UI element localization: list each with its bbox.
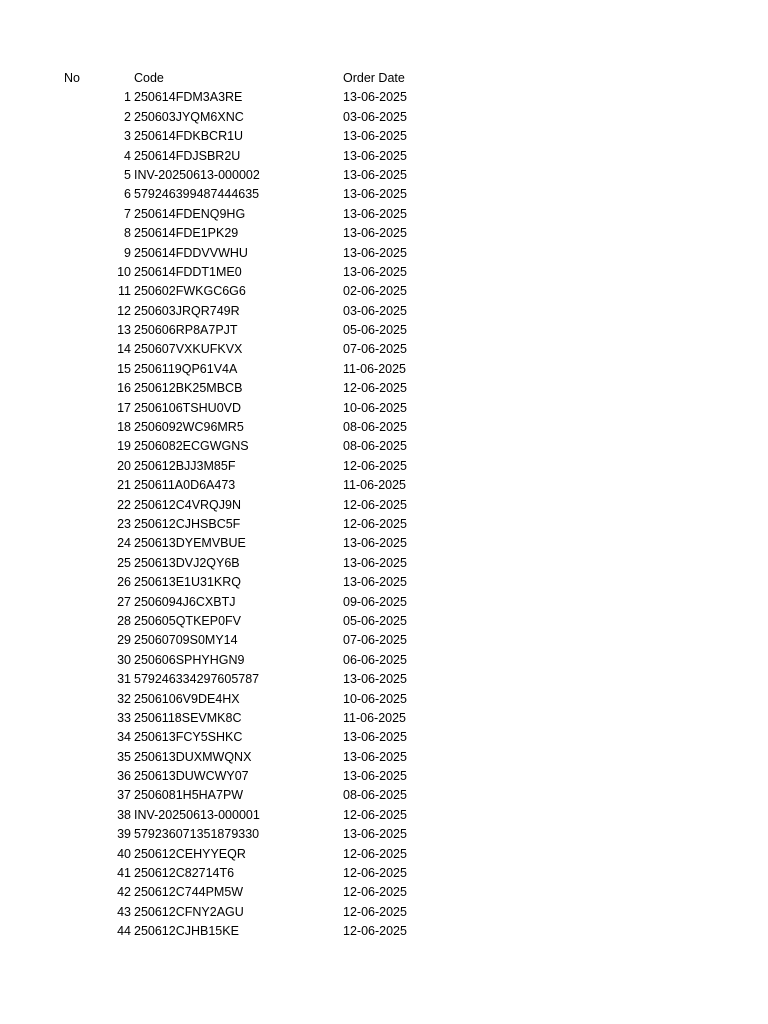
table-row (0, 302, 768, 321)
table-row (0, 224, 768, 243)
row-code: 2506081H5HA7PW (134, 788, 244, 803)
row-code: 2506106TSHU0VD (134, 400, 242, 415)
row-number: 19 (117, 439, 131, 454)
row-order-date: 03-06-2025 (343, 109, 407, 124)
row-code: 25060709S0MY14 (134, 633, 238, 648)
row-code: 250613DUWCWY07 (134, 769, 249, 784)
row-code: 250605QTKEP0FV (134, 613, 242, 628)
row-code: 2506118SEVMK8C (134, 710, 242, 725)
row-order-date: 13-06-2025 (343, 555, 407, 570)
table-row (0, 88, 768, 107)
table-row (0, 457, 768, 476)
row-code: 250612CEHYYEQR (134, 846, 246, 861)
row-number: 28 (117, 613, 131, 628)
row-number: 35 (117, 749, 131, 764)
table-row (0, 922, 768, 941)
row-order-date: 05-06-2025 (343, 323, 407, 338)
column-header-order-date: Order Date (343, 71, 405, 85)
row-code: 250612CFNY2AGU (134, 904, 244, 919)
row-number: 9 (124, 245, 131, 260)
row-order-date: 12-06-2025 (343, 904, 407, 919)
row-order-date: 13-06-2025 (343, 187, 407, 202)
row-number: 3 (124, 129, 131, 144)
table-row (0, 166, 768, 185)
table-row (0, 147, 768, 166)
table-row (0, 476, 768, 495)
row-code: 250613DYEMVBUE (134, 536, 246, 551)
table-row (0, 437, 768, 456)
order-table (0, 69, 768, 942)
row-order-date: 13-06-2025 (343, 749, 407, 764)
table-row (0, 825, 768, 844)
row-number: 33 (117, 710, 131, 725)
table-row (0, 651, 768, 670)
row-order-date: 11-06-2025 (343, 710, 407, 725)
row-code: 250612BK25MBCB (134, 381, 243, 396)
table-row (0, 244, 768, 263)
row-number: 26 (117, 575, 131, 590)
row-code: 2506119QP61V4A (134, 361, 238, 376)
table-row (0, 593, 768, 612)
row-number: 4 (124, 148, 131, 163)
row-code: INV-20250613-000001 (134, 807, 260, 822)
column-header-code: Code (134, 71, 164, 85)
row-order-date: 09-06-2025 (343, 594, 407, 609)
row-number: 11 (118, 284, 131, 299)
table-row (0, 767, 768, 786)
row-number: 32 (117, 691, 131, 706)
row-number: 23 (117, 516, 131, 531)
table-body (0, 88, 768, 941)
row-code: 2506094J6CXBTJ (134, 594, 236, 609)
row-number: 7 (124, 206, 131, 221)
row-number: 21 (117, 478, 131, 493)
row-number: 40 (117, 846, 131, 861)
row-order-date: 07-06-2025 (343, 342, 407, 357)
row-number: 12 (117, 303, 131, 318)
row-order-date: 02-06-2025 (343, 284, 407, 299)
row-code: 2506082ECGWGNS (134, 439, 249, 454)
row-number: 39 (117, 827, 131, 842)
row-code: 250613DUXMWQNX (134, 749, 252, 764)
row-order-date: 13-06-2025 (343, 264, 407, 279)
row-code: 250612CJHB15KE (134, 924, 239, 939)
row-order-date: 13-06-2025 (343, 129, 407, 144)
row-order-date: 12-06-2025 (343, 846, 407, 861)
row-order-date: 12-06-2025 (343, 807, 407, 822)
table-row (0, 185, 768, 204)
row-code: INV-20250613-000002 (134, 167, 260, 182)
row-number: 1 (124, 90, 131, 105)
row-order-date: 12-06-2025 (343, 924, 407, 939)
row-number: 10 (117, 264, 131, 279)
row-order-date: 13-06-2025 (343, 575, 407, 590)
row-order-date: 12-06-2025 (343, 866, 407, 881)
row-number: 38 (117, 807, 131, 822)
row-number: 43 (117, 904, 131, 919)
table-row (0, 379, 768, 398)
row-code: 579246334297605787 (134, 672, 260, 687)
row-number: 18 (117, 420, 131, 435)
row-code: 250612C82714T6 (134, 866, 235, 881)
table-row (0, 399, 768, 418)
column-header-no: No (64, 71, 80, 85)
row-number: 2 (124, 109, 131, 124)
row-code: 579236071351879330 (134, 827, 260, 842)
row-order-date: 06-06-2025 (343, 652, 407, 667)
row-code: 250603JRQR749R (134, 303, 240, 318)
row-order-date: 12-06-2025 (343, 381, 407, 396)
row-order-date: 13-06-2025 (343, 148, 407, 163)
row-order-date: 12-06-2025 (343, 458, 407, 473)
row-number: 24 (117, 536, 131, 551)
row-code: 250603JYQM6XNC (134, 109, 244, 124)
row-number: 8 (124, 226, 131, 241)
row-code: 250611A0D6A473 (134, 478, 236, 493)
row-number: 31 (117, 672, 131, 687)
row-number: 30 (117, 652, 131, 667)
table-row (0, 263, 768, 282)
row-code: 250612C744PM5W (134, 885, 244, 900)
row-order-date: 11-06-2025 (343, 478, 407, 493)
row-code: 250612C4VRQJ9N (134, 497, 242, 512)
row-code: 250614FDDVVWHU (134, 245, 248, 260)
row-number: 17 (117, 400, 131, 415)
table-row (0, 631, 768, 650)
row-code: 2506092WC96MR5 (134, 420, 244, 435)
row-code: 250607VXKUFKVX (134, 342, 243, 357)
table-row (0, 321, 768, 340)
row-order-date: 13-06-2025 (343, 730, 407, 745)
row-order-date: 07-06-2025 (343, 633, 407, 648)
row-order-date: 13-06-2025 (343, 206, 407, 221)
row-order-date: 13-06-2025 (343, 90, 407, 105)
row-order-date: 10-06-2025 (343, 400, 407, 415)
row-order-date: 13-06-2025 (343, 672, 407, 687)
row-number: 22 (117, 497, 131, 512)
row-order-date: 13-06-2025 (343, 167, 407, 182)
table-row (0, 360, 768, 379)
row-number: 44 (117, 924, 131, 939)
row-order-date: 10-06-2025 (343, 691, 407, 706)
row-code: 250614FDKBCR1U (134, 129, 244, 144)
row-code: 250614FDM3A3RE (134, 90, 243, 105)
table-row (0, 554, 768, 573)
table-row (0, 496, 768, 515)
row-number: 5 (124, 167, 131, 182)
row-number: 6 (124, 187, 131, 202)
row-order-date: 12-06-2025 (343, 885, 407, 900)
row-number: 13 (117, 323, 131, 338)
row-number: 34 (117, 730, 131, 745)
table-row (0, 534, 768, 553)
row-order-date: 13-06-2025 (343, 245, 407, 260)
table-row (0, 748, 768, 767)
row-number: 29 (117, 633, 131, 648)
row-code: 250613E1U31KRQ (134, 575, 242, 590)
table-row (0, 573, 768, 592)
table-row (0, 340, 768, 359)
row-code: 250614FDDT1ME0 (134, 264, 242, 279)
row-order-date: 13-06-2025 (343, 226, 407, 241)
table-row (0, 418, 768, 437)
row-code: 250602FWKGC6G6 (134, 284, 246, 299)
table-row (0, 282, 768, 301)
row-code: 250614FDENQ9HG (134, 206, 246, 221)
row-order-date: 13-06-2025 (343, 536, 407, 551)
row-code: 579246399487444635 (134, 187, 260, 202)
table-row (0, 864, 768, 883)
row-number: 25 (117, 555, 131, 570)
row-order-date: 05-06-2025 (343, 613, 407, 628)
row-number: 20 (117, 458, 131, 473)
table-row (0, 709, 768, 728)
row-number: 15 (117, 361, 131, 376)
table-row (0, 845, 768, 864)
table-row (0, 883, 768, 902)
row-code: 250612CJHSBC5F (134, 516, 241, 531)
row-order-date: 13-06-2025 (343, 827, 407, 842)
row-number: 16 (117, 381, 131, 396)
row-code: 250614FDE1PK29 (134, 226, 239, 241)
table-row (0, 108, 768, 127)
table-row (0, 127, 768, 146)
row-code: 250606RP8A7PJT (134, 323, 238, 338)
table-row (0, 515, 768, 534)
row-code: 250613FCY5SHKC (134, 730, 243, 745)
row-code: 250606SPHYHGN9 (134, 652, 245, 667)
table-row (0, 786, 768, 805)
row-number: 41 (117, 866, 131, 881)
row-order-date: 13-06-2025 (343, 769, 407, 784)
row-order-date: 11-06-2025 (343, 361, 407, 376)
row-code: 250614FDJSBR2U (134, 148, 241, 163)
table-header-row (0, 69, 768, 88)
row-order-date: 12-06-2025 (343, 497, 407, 512)
row-number: 27 (117, 594, 131, 609)
table-row (0, 612, 768, 631)
row-order-date: 08-06-2025 (343, 439, 407, 454)
row-number: 14 (117, 342, 131, 357)
table-row (0, 205, 768, 224)
row-number: 42 (117, 885, 131, 900)
row-order-date: 03-06-2025 (343, 303, 407, 318)
table-row (0, 806, 768, 825)
row-code: 250613DVJ2QY6B (134, 555, 240, 570)
row-number: 37 (117, 788, 131, 803)
row-order-date: 08-06-2025 (343, 788, 407, 803)
row-number: 36 (117, 769, 131, 784)
row-code: 2506106V9DE4HX (134, 691, 240, 706)
table-row (0, 690, 768, 709)
row-order-date: 12-06-2025 (343, 516, 407, 531)
table-row (0, 728, 768, 747)
row-order-date: 08-06-2025 (343, 420, 407, 435)
table-row (0, 670, 768, 689)
row-code: 250612BJJ3M85F (134, 458, 236, 473)
table-row (0, 903, 768, 922)
